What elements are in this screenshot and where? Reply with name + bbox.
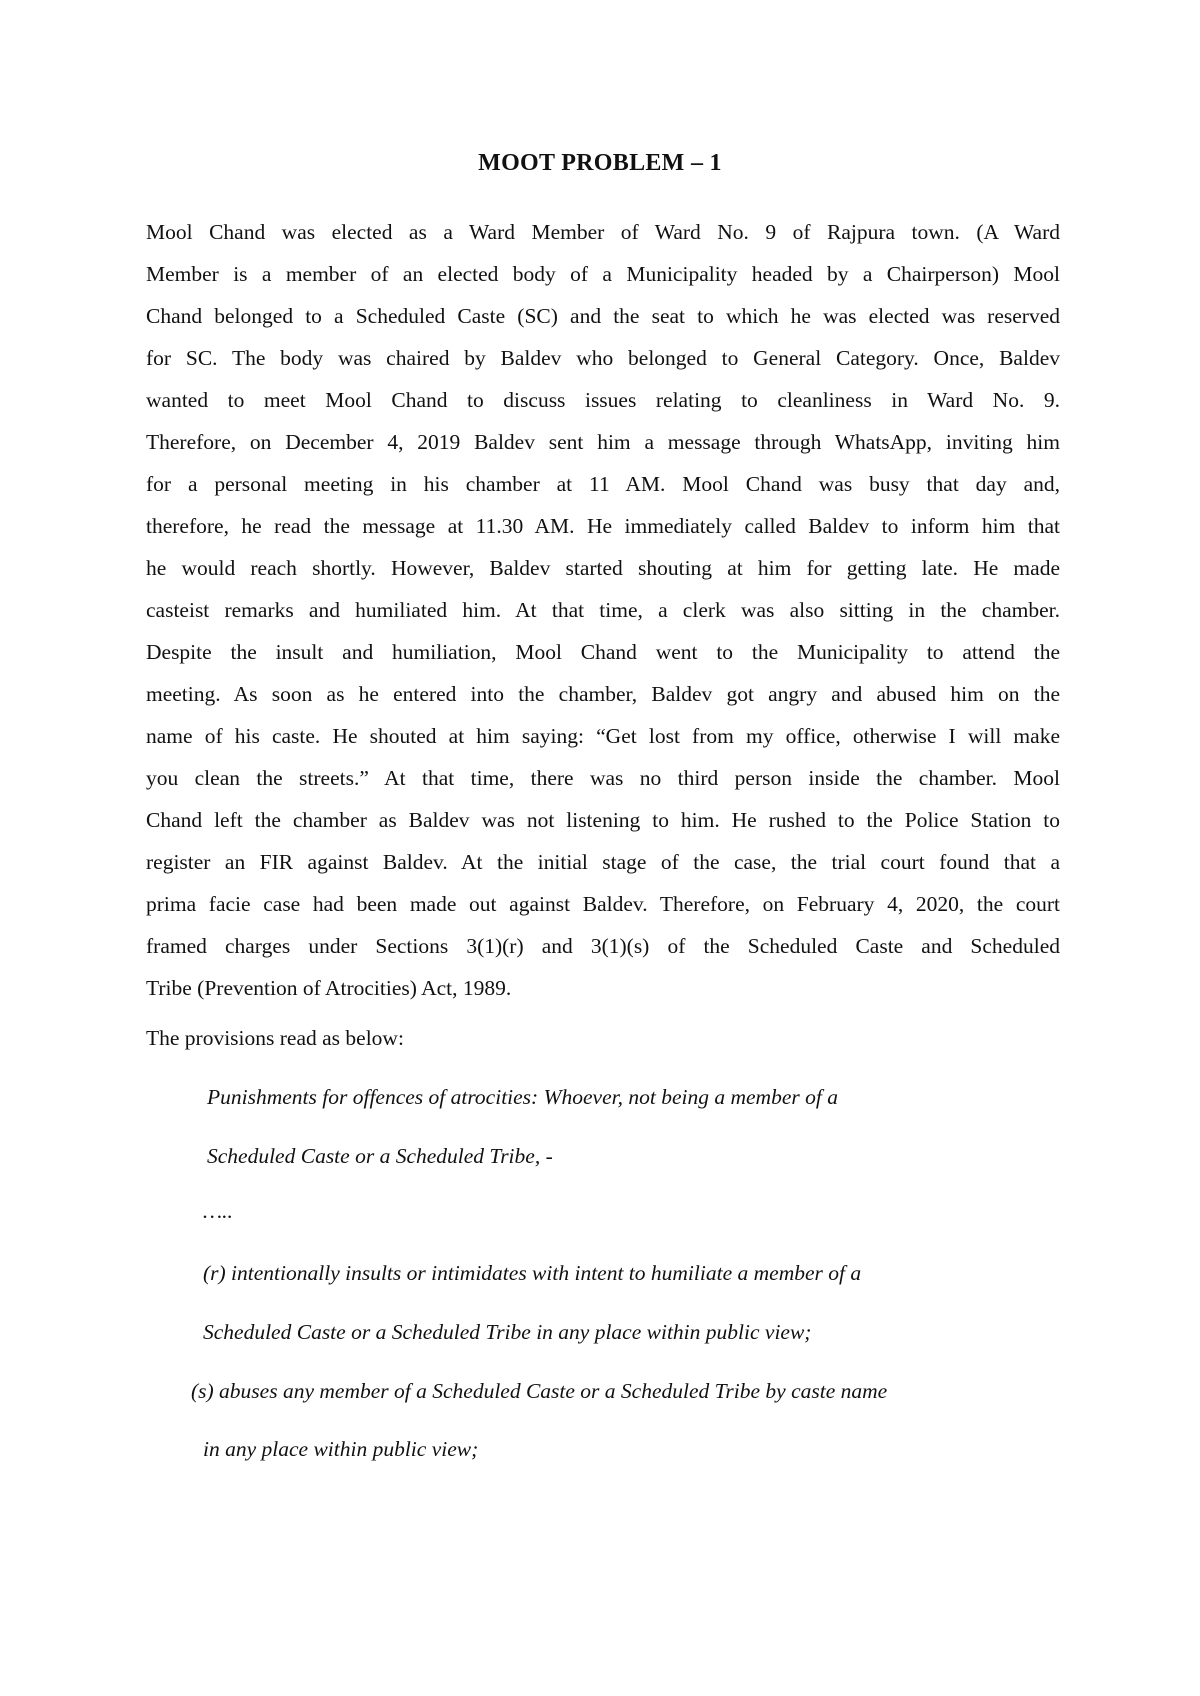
provision-line: (s) abuses any member of a Scheduled Caste or a Scheduled Tribe by caste name <box>191 1379 888 1403</box>
paragraph-line: name of his caste. He shouted at him saying: “Get lost from my office, otherwise I will make <box>146 724 1060 748</box>
paragraph-line: Despite the insult and humiliation, Mool Chand went to the Municipality to attend the <box>146 640 1060 664</box>
provision-line: Punishments for offences of atrocities: Whoever, not being a member of a <box>207 1085 838 1109</box>
paragraph-line: meeting. As soon as he entered into the chamber, Baldev got angry and abused him on the <box>146 682 1060 706</box>
paragraph-line: therefore, he read the message at 11.30 AM. He immediately called Baldev to inform him that <box>146 514 1060 538</box>
paragraph-line: Member is a member of an elected body of a Municipality headed by a Chairperson) Mool <box>146 262 1060 286</box>
paragraph-line: you clean the streets.” At that time, there was no third person inside the chamber. Mool <box>146 766 1060 790</box>
paragraph-line: for SC. The body was chaired by Baldev who belonged to General Category. Once, Baldev <box>146 346 1060 370</box>
provision-line: (r) intentionally insults or intimidates with intent to humiliate a member of a <box>203 1261 862 1285</box>
paragraph-line: Chand belonged to a Scheduled Caste (SC) and the seat to which he was elected was reserved <box>146 304 1060 328</box>
paragraph-line: for a personal meeting in his chamber at 11 AM. Mool Chand was busy that day and, <box>146 472 1060 496</box>
paragraph-line: framed charges under Sections 3(1)(r) and 3(1)(s) of the Scheduled Caste and Scheduled <box>146 934 1060 958</box>
paragraph-line: Mool Chand was elected as a Ward Member of Ward No. 9 of Rajpura town. (A Ward <box>146 220 1060 244</box>
provision-line: Scheduled Caste or a Scheduled Tribe in any place within public view; <box>203 1320 812 1344</box>
paragraph-line: he would reach shortly. However, Baldev started shouting at him for getting late. He made <box>146 556 1060 580</box>
paragraph-line: casteist remarks and humiliated him. At that time, a clerk was also sitting in the chamber. <box>146 598 1060 622</box>
facts-paragraph <box>146 211 1060 1009</box>
paragraph-line: Therefore, on December 4, 2019 Baldev sent him a message through WhatsApp, inviting him <box>146 430 1060 454</box>
paragraph-line: prima facie case had been made out against Baldev. Therefore, on February 4, 2020, the court <box>146 892 1060 916</box>
provisions-intro: The provisions read as below: <box>146 1026 404 1050</box>
paragraph-line: Tribe (Prevention of Atrocities) Act, 1989. <box>146 976 512 1000</box>
provision-line: ….. <box>203 1199 233 1223</box>
paragraph-line: Chand left the chamber as Baldev was not listening to him. He rushed to the Police Station to <box>146 808 1060 832</box>
paragraph-line: wanted to meet Mool Chand to discuss issues relating to cleanliness in Ward No. 9. <box>146 388 1060 412</box>
provision-line: Scheduled Caste or a Scheduled Tribe, - <box>207 1144 553 1168</box>
provision-line: in any place within public view; <box>203 1437 479 1461</box>
document-title: MOOT PROBLEM – 1 <box>478 150 722 176</box>
paragraph-line: register an FIR against Baldev. At the initial stage of the case, the trial court found that a <box>146 850 1060 874</box>
